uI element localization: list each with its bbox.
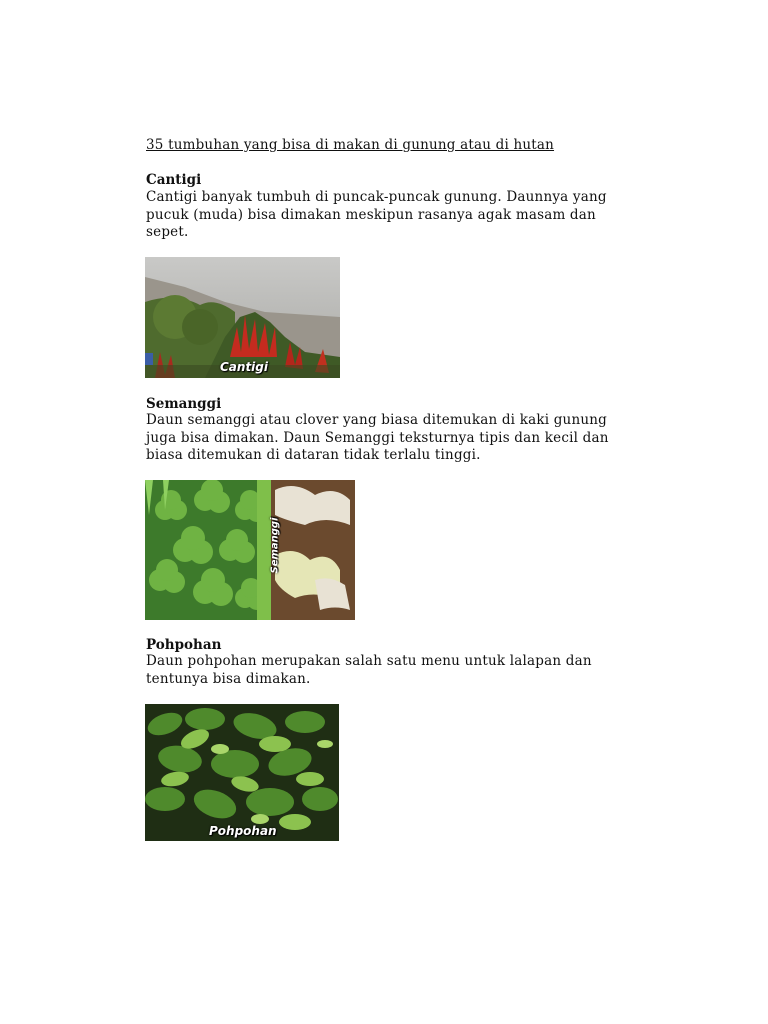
description-line: Cantigi banyak tumbuh di puncak-puncak gunung. Daunnya yang (146, 189, 607, 205)
plant-description-pohpohan (146, 653, 666, 688)
description-line: sepet. (146, 224, 189, 240)
plant-heading-cantigi: Cantigi (146, 172, 202, 188)
description-line: juga bisa dimakan. Daun Semanggi teksturnya tipis dan kecil dan (146, 429, 609, 446)
description-line: pucuk (muda) bisa dimakan meskipun rasanya agak masam dan (146, 206, 596, 223)
plant-heading-semanggi: Semanggi (146, 396, 222, 412)
plant-description-cantigi (146, 189, 666, 242)
description-line: Daun semanggi atau clover yang biasa ditemukan di kaki gunung (146, 412, 607, 428)
description-line: Daun pohpohan merupakan salah satu menu untuk lalapan dan (146, 653, 592, 669)
description-line: biasa ditemukan di dataran tidak terlalu tinggi. (146, 447, 481, 463)
plant-description-semanggi (146, 412, 666, 465)
description-line: tentunya bisa dimakan. (146, 670, 311, 687)
photo-cantigi (145, 257, 340, 378)
photo-caption: Cantigi (220, 360, 268, 374)
photo-pohpohan (145, 704, 339, 841)
photo-caption: Pohpohan (209, 824, 277, 838)
document-title: 35 tumbuhan yang bisa di makan di gunung atau di hutan (146, 137, 555, 153)
plant-heading-pohpohan: Pohpohan (146, 637, 222, 653)
photo-caption: Semanggi (269, 517, 281, 574)
photo-semanggi (145, 480, 355, 620)
